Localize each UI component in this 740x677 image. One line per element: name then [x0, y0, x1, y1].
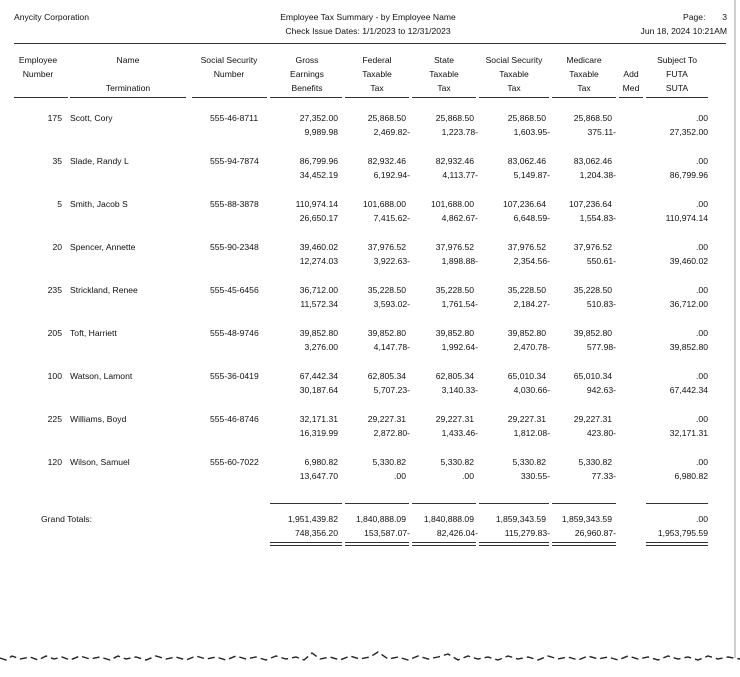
state-tax: 1,898.88- — [441, 256, 478, 266]
benefits: 30,187.64 — [299, 385, 338, 395]
medicare-taxable: 65,010.34 — [573, 371, 612, 381]
employee-name: Toft, Harriett — [70, 328, 117, 338]
ssn: 555-60-7022 — [210, 457, 259, 467]
federal-tax: 3,593.02- — [373, 299, 410, 309]
gross-earnings: 67,442.34 — [299, 371, 338, 381]
gross-earnings: 36,712.00 — [299, 285, 338, 295]
ss-taxable: 35,228.50 — [507, 285, 546, 295]
totals-rule-federal — [345, 503, 409, 504]
col-gross-line3: Benefits — [291, 83, 323, 93]
total-state-taxable: 1,840,888.09 — [423, 514, 474, 524]
suta: 110,974.14 — [665, 213, 708, 223]
employee-number: 175 — [47, 113, 62, 123]
ss-tax: 2,184.27- — [513, 299, 550, 309]
federal-tax: 7,415.62- — [373, 213, 410, 223]
header-underline-ss — [479, 97, 549, 98]
federal-taxable: 29,227.31 — [367, 414, 406, 424]
gross-earnings: 32,171.31 — [299, 414, 338, 424]
col-gross-line2: Earnings — [290, 69, 324, 79]
col-futa-line3: SUTA — [665, 83, 689, 93]
ss-tax: 2,470.78- — [513, 342, 550, 352]
ss-tax: 2,354.56- — [513, 256, 550, 266]
employee-name: Watson, Lamont — [70, 371, 133, 381]
medicare-taxable: 25,868.50 — [573, 113, 612, 123]
ss-taxable: 65,010.34 — [507, 371, 546, 381]
col-gross-line1: Gross — [295, 55, 319, 65]
employee-number: 100 — [47, 371, 62, 381]
ss-taxable: 107,236.64 — [502, 199, 546, 209]
medicare-taxable: 107,236.64 — [568, 199, 612, 209]
col-ssn-line1: Social Security — [200, 55, 258, 65]
ss-taxable: 5,330.82 — [512, 457, 546, 467]
gross-earnings: 27,352.00 — [299, 113, 338, 123]
header-underline-medicare — [552, 97, 616, 98]
header-underline-employee — [14, 97, 68, 98]
col-ss-line1: Social Security — [485, 55, 543, 65]
employee-name: Scott, Cory — [70, 113, 113, 123]
federal-tax: 2,872.80- — [373, 428, 410, 438]
ss-taxable: 37,976.52 — [507, 242, 546, 252]
employee-number: 205 — [47, 328, 62, 338]
col-employee-line2: Number — [22, 69, 54, 79]
state-tax: 4,862.67- — [441, 213, 478, 223]
ss-taxable: 25,868.50 — [507, 113, 546, 123]
state-taxable: 39,852.80 — [435, 328, 474, 338]
col-addmed-line1: Add — [623, 69, 639, 79]
ss-taxable: 29,227.31 — [507, 414, 546, 424]
state-taxable: 25,868.50 — [435, 113, 474, 123]
employee-name: Spencer, Annette — [70, 242, 136, 252]
futa: .00 — [696, 242, 708, 252]
benefits: 26,650.17 — [299, 213, 338, 223]
state-tax: 1,761.54- — [441, 299, 478, 309]
federal-taxable: 39,852.80 — [367, 328, 406, 338]
futa: .00 — [696, 285, 708, 295]
suta: 36,712.00 — [669, 299, 708, 309]
torn-edge-decoration — [0, 640, 740, 677]
company-name: Anycity Corporation — [14, 12, 89, 22]
suta: 27,352.00 — [669, 127, 708, 137]
totals-rule-futa — [646, 503, 708, 504]
total-ss-tax: 115,279.83- — [504, 528, 550, 538]
ssn: 555-88-3878 — [210, 199, 259, 209]
col-federal-line2: Taxable — [362, 69, 392, 79]
col-federal-line3: Tax — [370, 83, 384, 93]
col-state-line2: Taxable — [429, 69, 459, 79]
benefits: 16,319.99 — [299, 428, 338, 438]
futa: .00 — [696, 414, 708, 424]
state-tax: 1,223.78- — [441, 127, 478, 137]
state-taxable: 62,805.34 — [435, 371, 474, 381]
ss-taxable: 39,852.80 — [507, 328, 546, 338]
medicare-tax: 1,554.83- — [579, 213, 616, 223]
ssn: 555-46-8746 — [210, 414, 259, 424]
page-number: 3 — [722, 12, 727, 22]
federal-tax: 5,707.23- — [373, 385, 410, 395]
col-ss-line2: Taxable — [499, 69, 529, 79]
employee-number: 35 — [52, 156, 62, 166]
federal-taxable: 82,932.46 — [367, 156, 406, 166]
federal-tax: 4,147.78- — [373, 342, 410, 352]
gross-earnings: 39,460.02 — [299, 242, 338, 252]
ss-tax: 1,812.08- — [513, 428, 550, 438]
state-tax: 3,140.33- — [441, 385, 478, 395]
ss-taxable: 83,062.46 — [507, 156, 546, 166]
employee-name: Strickland, Renee — [70, 285, 138, 295]
totals-rule-state — [412, 503, 476, 504]
total-futa: .00 — [696, 514, 708, 524]
federal-tax: .00 — [394, 471, 406, 481]
suta: 86,799.96 — [669, 170, 708, 180]
medicare-tax: 550.61- — [586, 256, 616, 266]
gross-earnings: 110,974.14 — [295, 199, 338, 209]
total-medicare-tax: 26,960.87- — [574, 528, 616, 538]
medicare-tax: 77.33- — [591, 471, 616, 481]
ssn: 555-94-7874 — [210, 156, 259, 166]
federal-tax: 3,922.63- — [373, 256, 410, 266]
state-taxable: 37,976.52 — [435, 242, 474, 252]
futa: .00 — [696, 328, 708, 338]
medicare-taxable: 37,976.52 — [573, 242, 612, 252]
federal-tax: 2,469.82- — [373, 127, 410, 137]
totals-rule-medicare — [552, 503, 616, 504]
ss-tax: 330.55- — [520, 471, 550, 481]
col-futa-line1: Subject To — [657, 55, 697, 65]
col-name-line1: Name — [116, 55, 140, 65]
report-subtitle: Check Issue Dates: 1/1/2023 to 12/31/2023 — [285, 26, 451, 36]
suta: 32,171.31 — [669, 428, 708, 438]
ss-tax: 4,030.66- — [513, 385, 550, 395]
medicare-tax: 423.80- — [586, 428, 616, 438]
header-underline-state — [412, 97, 476, 98]
federal-taxable: 62,805.34 — [367, 371, 406, 381]
total-suta: 1,953,795.59 — [657, 528, 708, 538]
gross-earnings: 39,852.80 — [299, 328, 338, 338]
state-taxable: 29,227.31 — [435, 414, 474, 424]
medicare-tax: 942.63- — [586, 385, 616, 395]
employee-name: Wilson, Samuel — [70, 457, 130, 467]
benefits: 12,274.03 — [299, 256, 338, 266]
federal-taxable: 25,868.50 — [367, 113, 406, 123]
medicare-taxable: 5,330.82 — [578, 457, 612, 467]
report-title: Employee Tax Summary - by Employee Name — [280, 12, 456, 22]
state-tax: 1,992.64- — [441, 342, 478, 352]
employee-name: Williams, Boyd — [70, 414, 127, 424]
col-federal-line1: Federal — [362, 55, 392, 65]
col-ssn-line2: Number — [213, 69, 245, 79]
employee-name: Smith, Jacob S — [70, 199, 128, 209]
federal-taxable: 35,228.50 — [367, 285, 406, 295]
medicare-tax: 1,204.38- — [579, 170, 616, 180]
header-underline-ssn — [192, 97, 267, 98]
state-tax: .00 — [462, 471, 474, 481]
ssn: 555-45-6456 — [210, 285, 259, 295]
employee-number: 5 — [57, 199, 62, 209]
benefits: 9,989.98 — [304, 127, 338, 137]
col-ss-line3: Tax — [507, 83, 521, 93]
total-medicare-taxable: 1,859,343.59 — [561, 514, 612, 524]
ssn: 555-36-0419 — [210, 371, 259, 381]
col-medicare-line1: Medicare — [566, 55, 602, 65]
medicare-taxable: 39,852.80 — [573, 328, 612, 338]
futa: .00 — [696, 113, 708, 123]
medicare-taxable: 35,228.50 — [573, 285, 612, 295]
page-label: Page: — [683, 12, 706, 22]
state-taxable: 35,228.50 — [435, 285, 474, 295]
employee-name: Slade, Randy L — [70, 156, 129, 166]
ssn: 555-46-8711 — [210, 113, 259, 123]
col-state-line1: State — [433, 55, 455, 65]
ss-tax: 6,648.59- — [513, 213, 550, 223]
medicare-taxable: 83,062.46 — [573, 156, 612, 166]
benefits: 34,452.19 — [299, 170, 338, 180]
medicare-tax: 577.98- — [586, 342, 616, 352]
ssn: 555-48-9746 — [210, 328, 259, 338]
total-federal-taxable: 1,840,888.09 — [355, 514, 406, 524]
futa: .00 — [696, 199, 708, 209]
medicare-tax: 375.11- — [587, 127, 616, 137]
federal-taxable: 37,976.52 — [367, 242, 406, 252]
grand-totals-label: Grand Totals: — [41, 514, 92, 524]
state-tax: 4,113.77- — [442, 170, 478, 180]
medicare-taxable: 29,227.31 — [573, 414, 612, 424]
federal-taxable: 5,330.82 — [372, 457, 406, 467]
suta: 39,460.02 — [669, 256, 708, 266]
suta: 6,980.82 — [674, 471, 708, 481]
benefits: 11,572.34 — [300, 299, 338, 309]
col-state-line3: Tax — [437, 83, 451, 93]
totals-rule-gross — [270, 503, 342, 504]
col-futa-line2: FUTA — [666, 69, 688, 79]
ss-tax: 1,603.95- — [513, 127, 550, 137]
ssn: 555-90-2348 — [210, 242, 259, 252]
total-ss-taxable: 1,859,343.59 — [495, 514, 546, 524]
ss-tax: 5,149.87- — [513, 170, 550, 180]
benefits: 3,276.00 — [304, 342, 338, 352]
totals-rule-ss — [479, 503, 549, 504]
total-state-tax: 82,426.04- — [436, 528, 478, 538]
suta: 39,852.80 — [669, 342, 708, 352]
header-rule — [14, 43, 726, 44]
header-underline-futa — [646, 97, 708, 98]
total-gross: 1,951,439.82 — [287, 514, 338, 524]
futa: .00 — [696, 156, 708, 166]
futa: .00 — [696, 457, 708, 467]
federal-taxable: 101,688.00 — [362, 199, 406, 209]
employee-number: 225 — [47, 414, 62, 424]
gross-earnings: 86,799.96 — [299, 156, 338, 166]
col-employee-line1: Employee — [18, 55, 58, 65]
header-underline-gross — [270, 97, 342, 98]
federal-tax: 6,192.94- — [373, 170, 410, 180]
suta: 67,442.34 — [669, 385, 708, 395]
col-medicare-line3: Tax — [577, 83, 591, 93]
run-datetime: Jun 18, 2024 10:21AM — [640, 26, 727, 36]
employee-number: 20 — [52, 242, 62, 252]
total-federal-tax: 153,587.07- — [364, 528, 410, 538]
gross-earnings: 6,980.82 — [304, 457, 338, 467]
state-taxable: 82,932.46 — [435, 156, 474, 166]
state-taxable: 5,330.82 — [440, 457, 474, 467]
header-underline-addmed — [619, 97, 643, 98]
col-medicare-line2: Taxable — [569, 69, 599, 79]
col-name-line2: Termination — [105, 83, 151, 93]
total-benefits: 748,356.20 — [294, 528, 338, 538]
state-tax: 1,433.46- — [441, 428, 478, 438]
header-underline-federal — [345, 97, 409, 98]
employee-number: 235 — [47, 285, 62, 295]
employee-number: 120 — [47, 457, 62, 467]
futa: .00 — [696, 371, 708, 381]
header-underline-name — [70, 97, 186, 98]
col-addmed-line2: Med — [622, 83, 640, 93]
benefits: 13,647.70 — [299, 471, 338, 481]
state-taxable: 101,688.00 — [430, 199, 474, 209]
medicare-tax: 510.83- — [586, 299, 616, 309]
